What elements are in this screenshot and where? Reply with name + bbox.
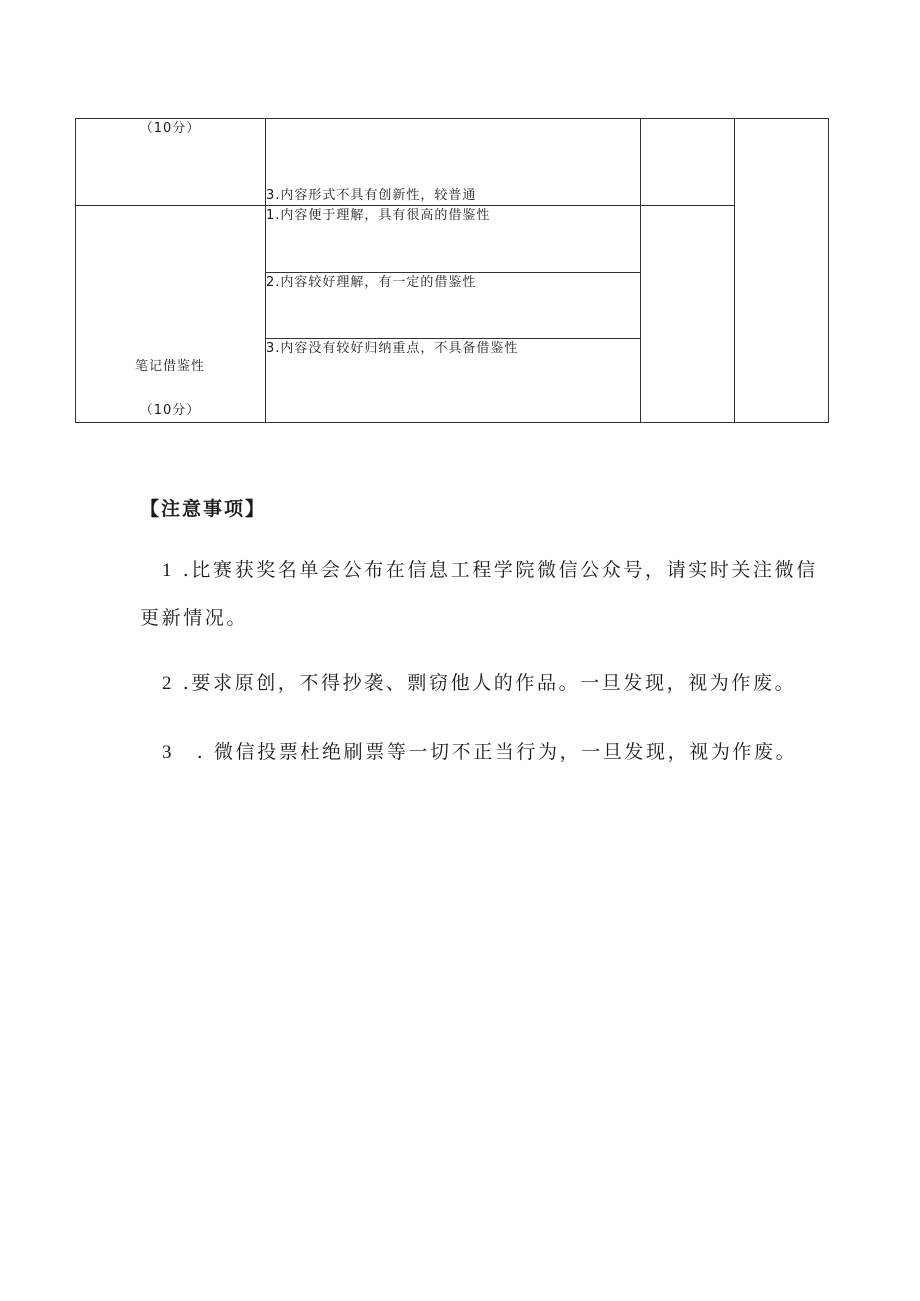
note-number: 1	[162, 560, 175, 581]
row2-score-label: （10分）	[139, 403, 201, 418]
table-col-divider	[265, 118, 266, 423]
row2-category-label: 笔记借鉴性	[134, 359, 205, 374]
note-number: 3	[162, 742, 175, 763]
table-col-divider	[640, 118, 641, 423]
row2-criterion-3: 3.内容没有较好归纳重点，不具备借鉴性	[266, 341, 519, 356]
table-row-divider	[75, 205, 734, 206]
note-number: 2	[162, 673, 175, 694]
note-item-1-continued: 更新情况。	[140, 607, 249, 629]
note-text: .比赛获奖名单会公布在信息工程学院微信公众号，请实时关注微信	[182, 559, 818, 581]
table-row-divider	[265, 272, 640, 273]
table-row-divider	[265, 338, 640, 339]
note-item-2	[162, 671, 796, 696]
table-col-divider	[734, 118, 735, 423]
note-item-3	[162, 740, 797, 765]
row1-score-label: （10分）	[139, 121, 201, 136]
row2-criterion-1: 1.内容便于理解，具有很高的借鉴性	[266, 208, 491, 223]
row2-criterion-2: 2.内容较好理解，有一定的借鉴性	[266, 275, 477, 290]
note-item-1	[162, 558, 818, 583]
notes-title: 【注意事项】	[140, 498, 267, 520]
scoring-table	[75, 118, 829, 423]
row1-criterion-3: 3.内容形式不具有创新性，较普通	[266, 188, 477, 203]
note-text: . 微信投票杜绝刷票等一切不正当行为，一旦发现，视为作废。	[196, 741, 798, 763]
note-text: .要求原创，不得抄袭、剽窃他人的作品。一旦发现，视为作废。	[182, 672, 797, 694]
